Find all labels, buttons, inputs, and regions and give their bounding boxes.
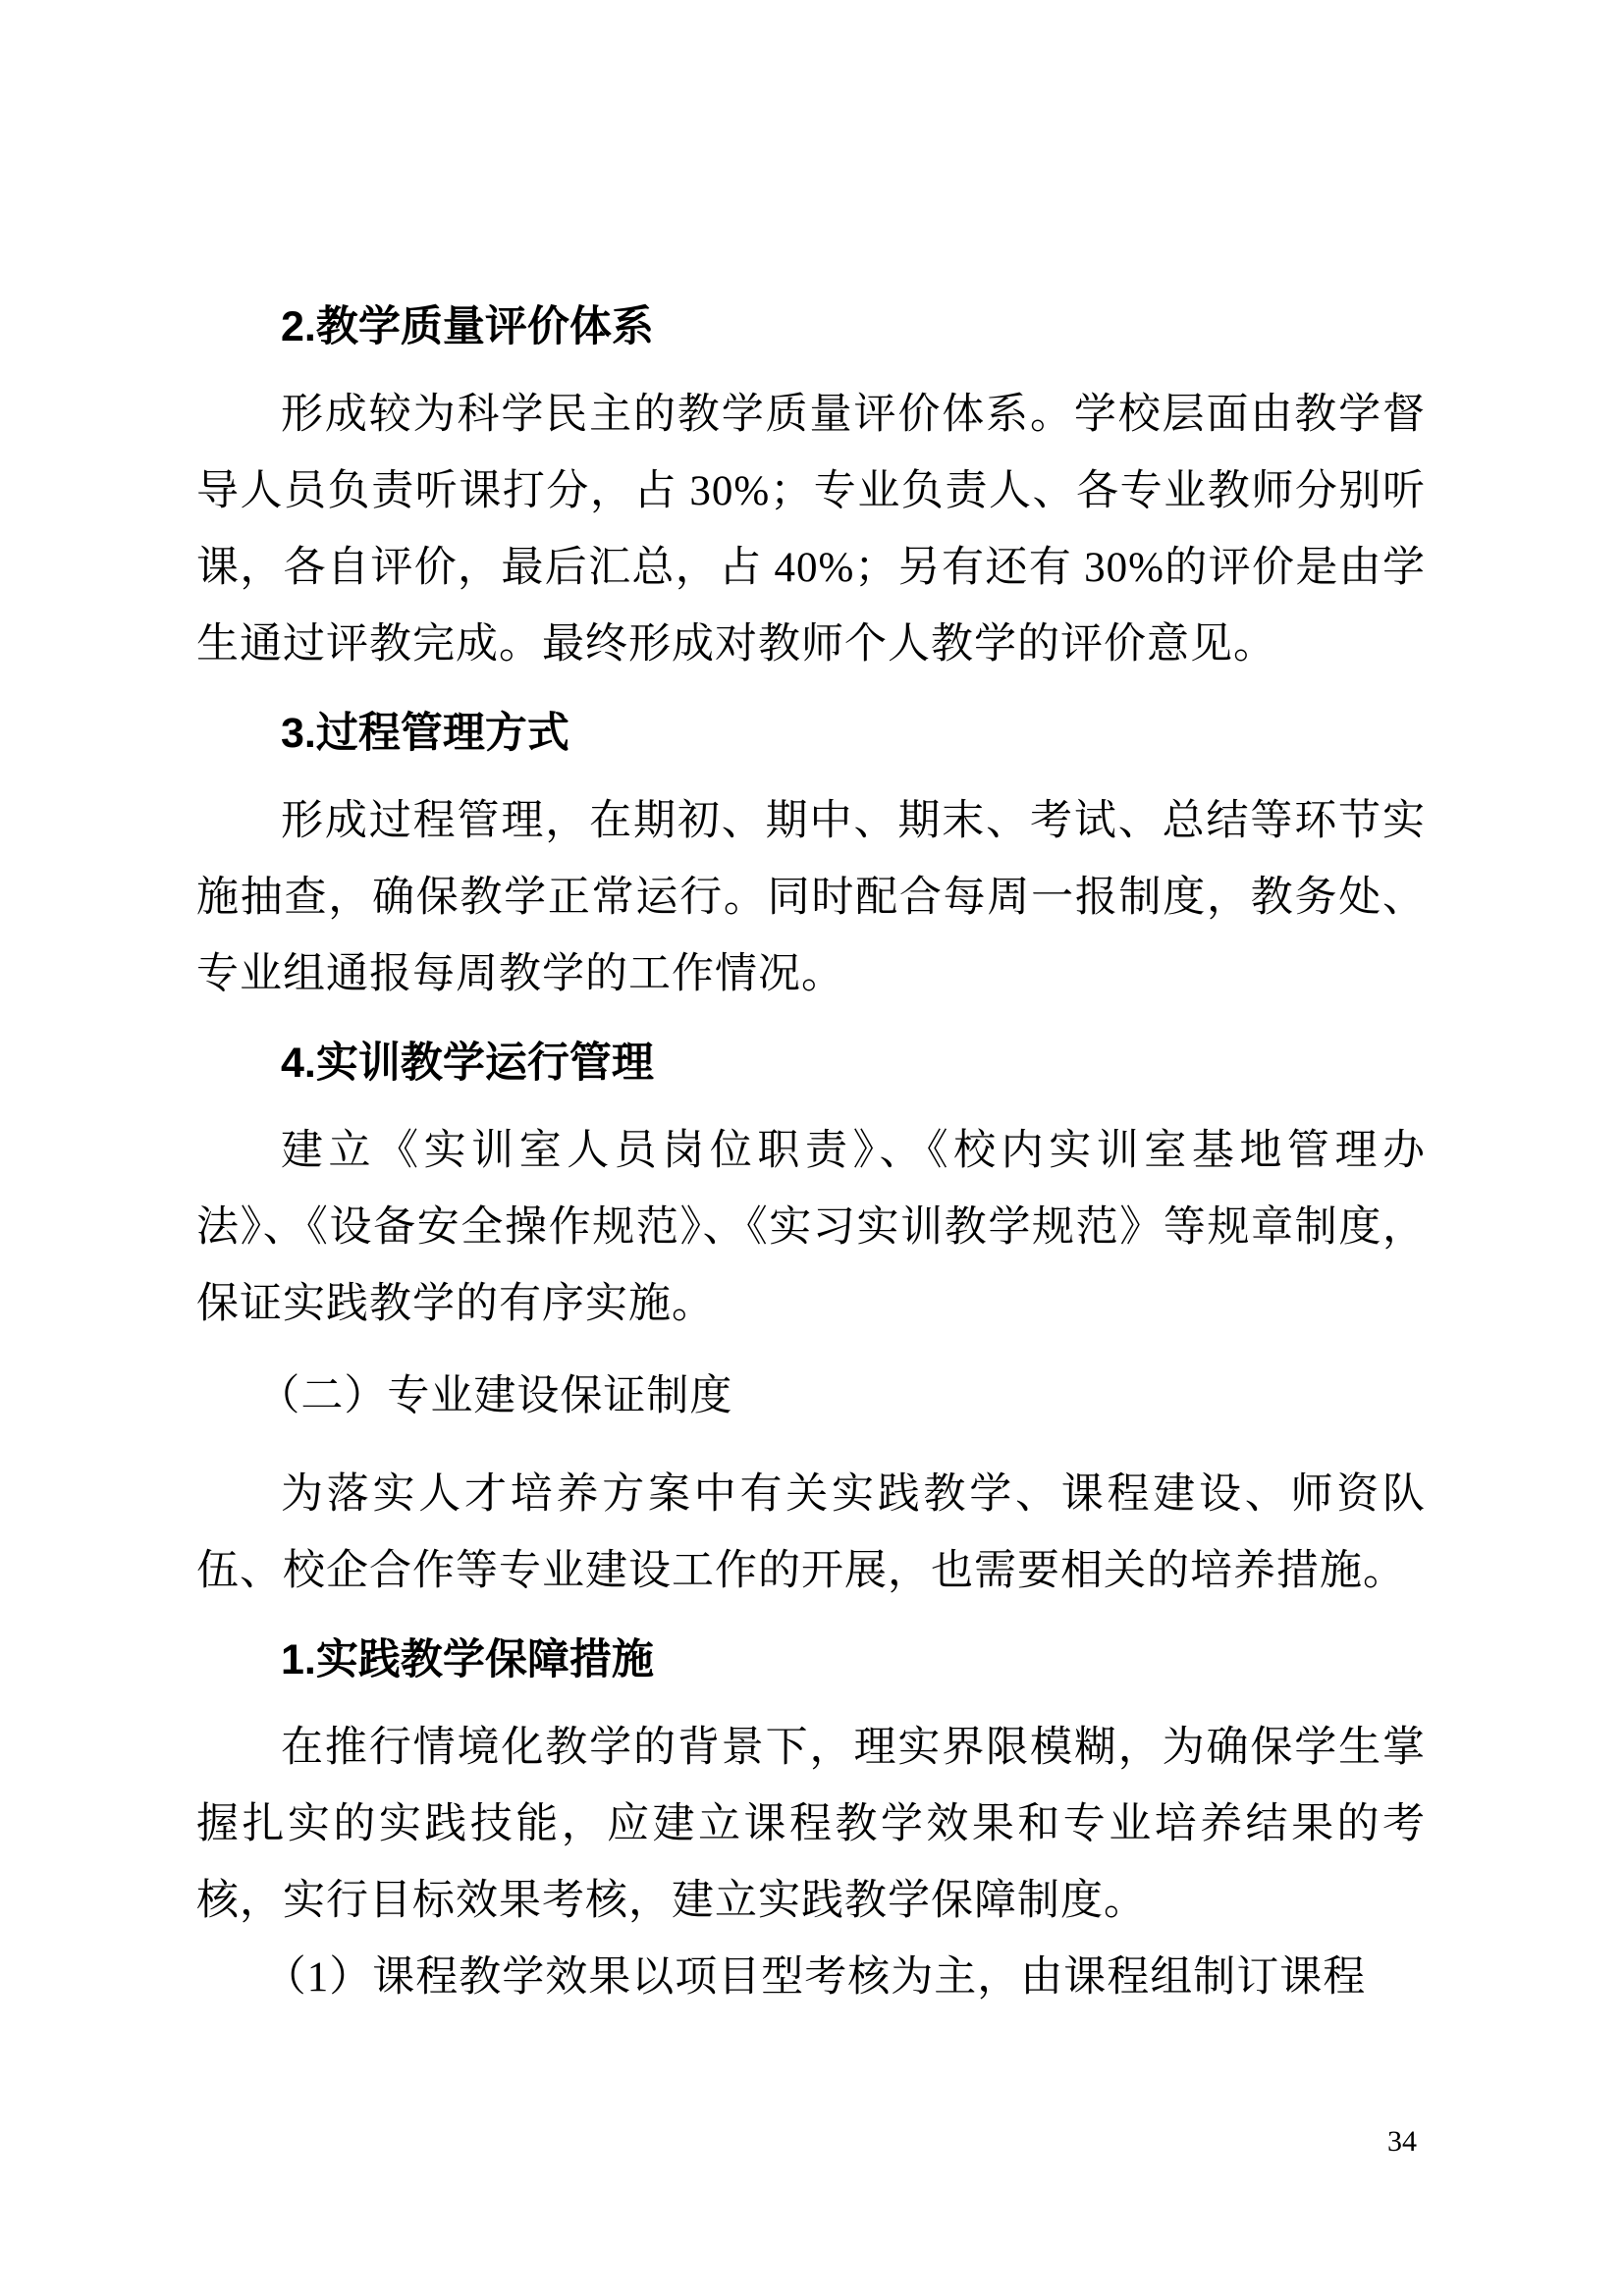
paragraph: 形成过程管理，在期初、期中、期末、考试、总结等环节实施抽查，确保教学正常运行。同时配合每周一报制度，教务处、专业组通报每周教学的工作情况。	[196, 798, 1426, 997]
paragraph: 形成较为科学民主的教学质量评价体系。学校层面由教学督导人员负责听课打分，占 30%；专业负责人、各专业教师分别听课，各自评价，最后汇总，占 40%；另有还有 30%的评价是由学生通过评教完成。最终形成对教师个人教学的评价意见。	[196, 392, 1426, 667]
document-body	[196, 289, 1426, 2016]
section-heading: 1.实践教学保障措施	[281, 1636, 654, 1683]
paragraph: （1）课程教学效果以项目型考核为主，由课程组制订课程	[263, 1954, 1367, 2001]
paragraph: 为落实人才培养方案中有关实践教学、课程建设、师资队伍、校企合作等专业建设工作的开展，也需要相关的培养措施。	[196, 1471, 1426, 1594]
paragraph: 建立《实训室人员岗位职责》、《校内实训室基地管理办法》、《设备安全操作规范》、《实习实训教学规范》等规章制度，保证实践教学的有序实施。	[196, 1128, 1426, 1327]
page-number: 34	[1387, 2125, 1417, 2158]
section-heading: 2.教学质量评价体系	[281, 303, 654, 350]
subsection-heading: （二）专业建设保证制度	[257, 1373, 733, 1419]
section-heading: 3.过程管理方式	[281, 710, 569, 757]
paragraph: 在推行情境化教学的背景下，理实界限模糊，为确保学生掌握扎实的实践技能，应建立课程教学效果和专业培养结果的考核，实行目标效果考核，建立实践教学保障制度。	[196, 1725, 1426, 1924]
section-heading: 4.实训教学运行管理	[281, 1040, 654, 1087]
